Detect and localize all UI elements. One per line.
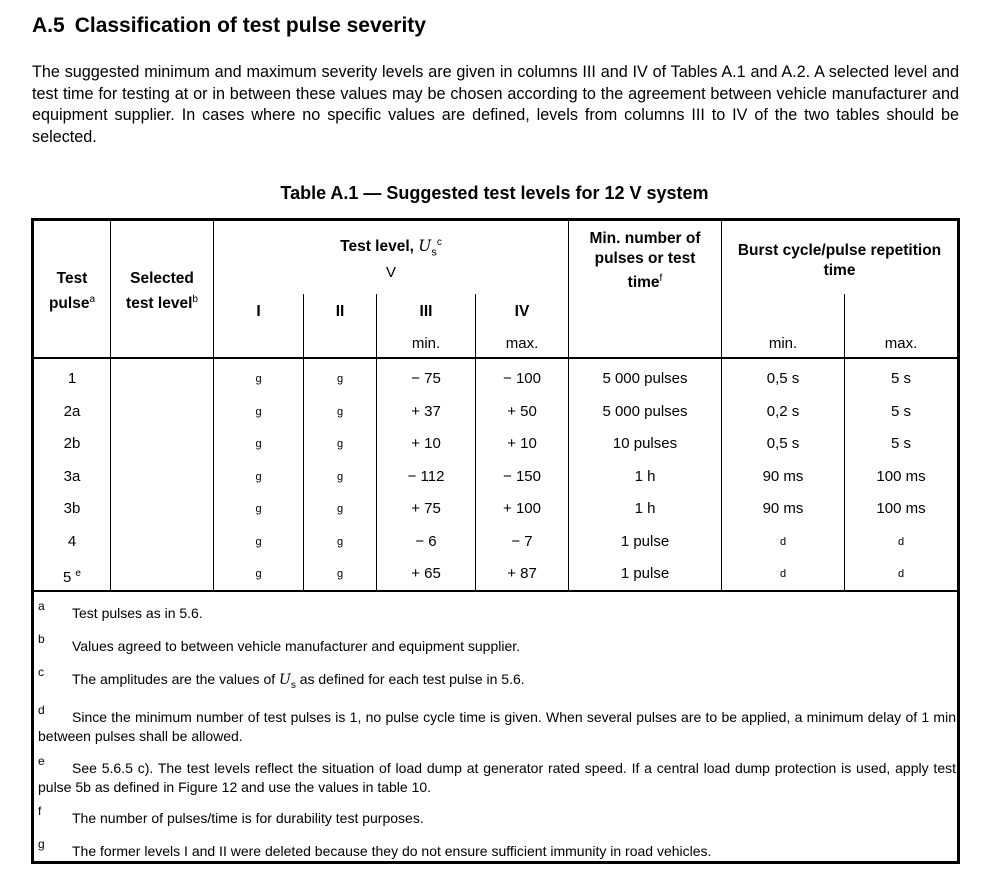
cell-level-4: − 100 [503,370,541,387]
cell-min-pulses: 1 h [634,500,656,517]
header-test-pulse: Test pulse$^a$ [48,270,96,313]
cell-burst-max: d [897,568,905,580]
header-divider [34,357,957,359]
footnote: a Test pulses as in 5.6. [38,599,203,621]
footnote: b Values agreed to between vehicle manufacturer and equipment supplier. [38,632,521,654]
cell-min-pulses: 1 pulse [620,565,670,582]
header-level-4: IV [514,303,530,320]
cell-level-3: − 112 [407,467,445,485]
footnote: g The former levels I and II were deleted because they do not ensure sufficient immunity in road vehicles. [38,837,712,859]
cell-min-pulses: 1 pulse [620,532,670,550]
header-test-level: Test level, $U_s^c$ [340,237,442,259]
cell-test-pulse: 3b [63,500,81,517]
header-burst-cycle: Burst cycle/pulse repetition time [737,242,942,279]
cell-level-4: − 7 [511,532,533,550]
footnote: d Since the minimum number of test pulses is 1, no pulse cycle time is given. When several pulses are to be applied, a minimum delay of 1 min between pulses shall be allowed. [38,703,956,744]
cell-burst-max: 5 s [890,435,911,452]
cell-level-3: + 75 [411,500,441,517]
section-heading [32,14,426,38]
header-level-3: III [419,303,433,320]
cell-burst-max: 100 ms [876,500,926,517]
cell-test-pulse: 4 [67,532,77,550]
cell-burst-min: d [779,535,787,548]
cell-burst-min: 90 ms [762,500,804,517]
cell-level-1: g [255,470,262,483]
cell-level-4: + 10 [507,435,537,452]
cell-level-4: + 50 [507,402,537,420]
cell-test-pulse: 2a [63,402,81,420]
cell-level-2: g [336,568,344,580]
cell-min-pulses: 10 pulses [612,435,678,452]
cell-level-2: g [336,535,344,548]
cell-burst-max: 5 s [890,402,911,420]
cell-level-2: g [336,405,344,418]
header-level-3-min: min. [411,335,441,352]
cell-level-3: + 37 [411,402,441,420]
cell-level-2: g [336,470,344,483]
footnote-divider [34,590,957,592]
footnote: e See 5.6.5 c). The test levels reflect the situation of load dump at generator rated speed. If a central load dump protection is used, apply test pulse 5b as defined in Figure 12 and use the values in table 10. [38,754,956,795]
header-selected-level: Selected test level$^b$ [126,270,198,313]
cell-level-1: g [255,535,262,548]
table-caption: Table A.1 — Suggested test levels for 12 V system [280,183,709,203]
header-level-2: II [335,303,345,320]
cell-burst-min: 0,5 s [766,435,800,452]
intro-paragraph: The suggested minimum and maximum severity levels are given in columns III and IV of Tables A.1 and A.2. A selected level and test time for testing at or in between these values may be chosen according to the agreement between vehicle manufacturer and equipment supplier. In cases where no specific values are defined, levels from columns III to IV of the two tables should be selected. [32,63,959,146]
cell-level-1: g [255,373,262,385]
cell-level-4: + 100 [503,500,541,517]
header-burst-max: max. [884,335,918,352]
cell-burst-min: 0,5 s [766,370,800,387]
cell-level-2: g [336,373,344,385]
test-levels-table [31,218,960,864]
cell-level-4: − 150 [503,467,541,485]
cell-burst-min: d [779,568,787,580]
header-min-pulses: Min. number of pulses or test time$^f$ [589,230,701,292]
cell-level-1: g [255,503,262,515]
cell-level-1: g [255,405,262,418]
cell-burst-max: d [897,535,905,548]
cell-burst-max: 5 s [890,370,911,387]
cell-level-2: g [336,438,344,450]
footnote: c The amplitudes are the values of $U_s$ as defined for each test pulse in 5.6. [38,665,525,691]
header-test-level-unit: V [385,264,396,281]
cell-level-1: g [255,568,262,580]
cell-min-pulses: 5 000 pulses [602,370,688,387]
cell-burst-max: 100 ms [876,467,926,485]
header-burst-min: min. [768,335,798,352]
cell-min-pulses: 1 h [634,467,656,485]
cell-test-pulse: 2b [63,435,81,452]
footnote: f The number of pulses/time is for durability test purposes. [38,804,424,826]
header-level-4-max: max. [505,335,539,352]
section-title: Classification of test pulse severity [74,14,426,37]
cell-level-3: − 6 [415,532,437,550]
cell-level-1: g [255,438,262,450]
cell-level-4: + 87 [507,565,537,582]
cell-min-pulses: 5 000 pulses [602,402,688,420]
cell-level-3: − 75 [411,370,441,387]
header-level-1: I [256,303,261,320]
cell-burst-min: 0,2 s [766,402,800,420]
cell-level-3: + 65 [411,565,441,582]
cell-test-pulse: 1 [67,370,77,387]
cell-test-pulse: 5 $^e$ [63,568,81,586]
cell-burst-min: 90 ms [762,467,804,485]
cell-level-2: g [336,503,344,515]
cell-level-3: + 10 [411,435,441,452]
cell-test-pulse: 3a [63,467,81,485]
section-number: A.5 [32,14,65,37]
